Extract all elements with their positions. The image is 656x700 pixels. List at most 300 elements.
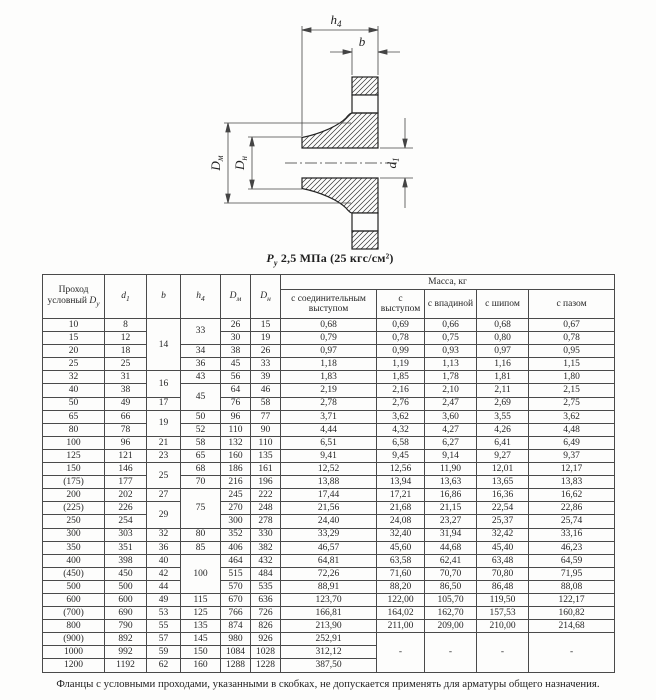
table-cell: 3,71 bbox=[281, 410, 377, 423]
table-cell: (450) bbox=[43, 567, 105, 580]
table-cell: 64,59 bbox=[529, 554, 615, 567]
table-cell: 146 bbox=[105, 463, 147, 476]
table-cell: 76 bbox=[221, 397, 251, 410]
table-row bbox=[43, 607, 615, 620]
table-cell: 400 bbox=[43, 554, 105, 567]
table-cell: 2,11 bbox=[477, 384, 529, 397]
table-cell: 278 bbox=[251, 515, 281, 528]
table-cell: 214,68 bbox=[529, 620, 615, 633]
table-cell: 36 bbox=[147, 541, 181, 554]
table-cell: 160,82 bbox=[529, 607, 615, 620]
table-cell: 33 bbox=[251, 358, 281, 371]
table-cell: 31,94 bbox=[425, 528, 477, 541]
table-cell: 12,56 bbox=[377, 463, 425, 476]
table-cell: 312,12 bbox=[281, 646, 377, 659]
table-cell: 9,45 bbox=[377, 449, 425, 462]
table-cell: 6,58 bbox=[377, 436, 425, 449]
table-cell: 17,44 bbox=[281, 489, 377, 502]
table-cell: 125 bbox=[43, 449, 105, 462]
table-cell: 90 bbox=[251, 423, 281, 436]
table-cell: 80 bbox=[181, 528, 221, 541]
table-cell: 110 bbox=[221, 423, 251, 436]
table-cell: 2,10 bbox=[425, 384, 477, 397]
table-cell: 25,37 bbox=[477, 515, 529, 528]
table-row bbox=[43, 489, 615, 502]
table-cell: 0,75 bbox=[425, 332, 477, 345]
table-cell: 18 bbox=[105, 345, 147, 358]
table-cell: 570 bbox=[221, 580, 251, 593]
table-cell: 398 bbox=[105, 554, 147, 567]
table-cell: 121 bbox=[105, 449, 147, 462]
table-cell: 26 bbox=[221, 319, 251, 332]
table-cell: 222 bbox=[251, 489, 281, 502]
table-cell: 19 bbox=[147, 410, 181, 436]
table-cell: 4,44 bbox=[281, 423, 377, 436]
table-cell: 46,23 bbox=[529, 541, 615, 554]
table-cell: 123,70 bbox=[281, 593, 377, 606]
table-cell: 22,86 bbox=[529, 502, 615, 515]
table-cell: 200 bbox=[43, 489, 105, 502]
flange-table-body bbox=[43, 319, 615, 673]
footnote: Фланцы с условными проходами, указанными в скобках, не допускается применять для арматуры общего назначения. bbox=[56, 678, 600, 690]
table-cell: (900) bbox=[43, 633, 105, 646]
table-cell: 2,69 bbox=[477, 397, 529, 410]
table-cell: 4,48 bbox=[529, 423, 615, 436]
table-cell: 63,48 bbox=[477, 554, 529, 567]
table-cell: 135 bbox=[251, 449, 281, 462]
table-cell: 71,60 bbox=[377, 567, 425, 580]
table-cell: 32,42 bbox=[477, 528, 529, 541]
table-row bbox=[43, 319, 615, 332]
table-cell: 1228 bbox=[251, 659, 281, 672]
table-cell: 1192 bbox=[105, 659, 147, 672]
table-row bbox=[43, 423, 615, 436]
table-cell: 32 bbox=[43, 371, 105, 384]
table-cell: 9,41 bbox=[281, 449, 377, 462]
table-cell: 6,49 bbox=[529, 436, 615, 449]
table-row bbox=[43, 580, 615, 593]
table-cell: 300 bbox=[43, 528, 105, 541]
table-cell: 6,27 bbox=[425, 436, 477, 449]
table-cell: 9,14 bbox=[425, 449, 477, 462]
table-cell: 926 bbox=[251, 633, 281, 646]
table-cell: 1,19 bbox=[377, 358, 425, 371]
table-cell: 1000 bbox=[43, 646, 105, 659]
table-cell: 45 bbox=[181, 384, 221, 410]
table-cell: 0,78 bbox=[377, 332, 425, 345]
table-row bbox=[43, 567, 615, 580]
table-cell: 1084 bbox=[221, 646, 251, 659]
table-cell: 55 bbox=[147, 620, 181, 633]
table-cell: 65 bbox=[43, 410, 105, 423]
table-cell: 303 bbox=[105, 528, 147, 541]
table-cell: 0,78 bbox=[529, 332, 615, 345]
table-cell: 4,26 bbox=[477, 423, 529, 436]
table-cell: 1,18 bbox=[281, 358, 377, 371]
table-cell: 27 bbox=[147, 489, 181, 502]
table-cell: 19 bbox=[251, 332, 281, 345]
table-row bbox=[43, 476, 615, 489]
table-cell: 57 bbox=[147, 633, 181, 646]
table-cell: 0,67 bbox=[529, 319, 615, 332]
table-cell: 58 bbox=[181, 436, 221, 449]
table-cell: 100 bbox=[43, 436, 105, 449]
table-cell: 21,68 bbox=[377, 502, 425, 515]
table-cell: 161 bbox=[251, 463, 281, 476]
dim-label-dn: $D_н$ bbox=[232, 156, 249, 170]
table-cell: 21,56 bbox=[281, 502, 377, 515]
table-cell: 16,86 bbox=[425, 489, 477, 502]
table-cell: 77 bbox=[251, 410, 281, 423]
table-cell: 3,62 bbox=[377, 410, 425, 423]
dim-label-b: b bbox=[358, 34, 366, 49]
table-cell: 387,50 bbox=[281, 659, 377, 672]
table-cell: 122,17 bbox=[529, 593, 615, 606]
table-cell: 209,00 bbox=[425, 620, 477, 633]
table-cell: 70,80 bbox=[477, 567, 529, 580]
table-cell: 196 bbox=[251, 476, 281, 489]
table-cell: - bbox=[477, 633, 529, 672]
table-cell: 40 bbox=[43, 384, 105, 397]
table-cell: 3,62 bbox=[529, 410, 615, 423]
table-cell: - bbox=[377, 633, 425, 672]
table-cell: 145 bbox=[181, 633, 221, 646]
table-cell: 980 bbox=[221, 633, 251, 646]
table-cell: 500 bbox=[105, 580, 147, 593]
table-cell: 202 bbox=[105, 489, 147, 502]
table-cell: 790 bbox=[105, 620, 147, 633]
table-cell: 690 bbox=[105, 607, 147, 620]
table-cell: 44 bbox=[147, 580, 181, 593]
table-cell: 213,90 bbox=[281, 620, 377, 633]
table-cell: 70,70 bbox=[425, 567, 477, 580]
col-header-h4: $h_4$ bbox=[181, 275, 221, 319]
table-cell: 17 bbox=[147, 397, 181, 410]
col-header-mass-group: Масса, кг bbox=[281, 275, 615, 290]
table-cell: 122,00 bbox=[377, 593, 425, 606]
table-cell: 80 bbox=[43, 423, 105, 436]
table-cell: 25,74 bbox=[529, 515, 615, 528]
table-cell: 892 bbox=[105, 633, 147, 646]
table-row bbox=[43, 463, 615, 476]
table-cell: 1,13 bbox=[425, 358, 477, 371]
table-cell: 119,50 bbox=[477, 593, 529, 606]
table-cell: 12 bbox=[105, 332, 147, 345]
table-cell: 992 bbox=[105, 646, 147, 659]
table-cell: 31 bbox=[105, 371, 147, 384]
table-cell: 78 bbox=[105, 423, 147, 436]
flange-drawing-svg bbox=[0, 0, 656, 250]
col-header-mass-recess: с впадиной bbox=[425, 290, 477, 319]
table-cell: 210,00 bbox=[477, 620, 529, 633]
table-row bbox=[43, 541, 615, 554]
table-cell: 4,32 bbox=[377, 423, 425, 436]
table-cell: 406 bbox=[221, 541, 251, 554]
table-cell: 500 bbox=[43, 580, 105, 593]
table-cell: 1,80 bbox=[529, 371, 615, 384]
table-cell: 382 bbox=[251, 541, 281, 554]
col-header-dn: $D_н$ bbox=[251, 275, 281, 319]
table-cell: 826 bbox=[251, 620, 281, 633]
table-row bbox=[43, 620, 615, 633]
table-cell: 71,95 bbox=[529, 567, 615, 580]
table-cell: 63,58 bbox=[377, 554, 425, 567]
table-cell: 9,37 bbox=[529, 449, 615, 462]
table-cell: 874 bbox=[221, 620, 251, 633]
table-cell: 88,20 bbox=[377, 580, 425, 593]
table-cell: 216 bbox=[221, 476, 251, 489]
table-cell: 245 bbox=[221, 489, 251, 502]
table-cell: 177 bbox=[105, 476, 147, 489]
table-row bbox=[43, 384, 615, 397]
table-cell: 132 bbox=[221, 436, 251, 449]
table-cell: 46 bbox=[251, 384, 281, 397]
table-cell: 53 bbox=[147, 607, 181, 620]
table-cell: 45,60 bbox=[377, 541, 425, 554]
table-cell: 600 bbox=[105, 593, 147, 606]
table-cell: 2,75 bbox=[529, 397, 615, 410]
table-cell: 12,01 bbox=[477, 463, 529, 476]
table-cell: 12,17 bbox=[529, 463, 615, 476]
table-cell: 1,78 bbox=[425, 371, 477, 384]
table-cell: 8 bbox=[105, 319, 147, 332]
table-cell: 66 bbox=[105, 410, 147, 423]
table-cell: 211,00 bbox=[377, 620, 425, 633]
table-cell: 164,02 bbox=[377, 607, 425, 620]
table-cell: 1,16 bbox=[477, 358, 529, 371]
table-cell: 150 bbox=[181, 646, 221, 659]
table-cell: 15 bbox=[251, 319, 281, 332]
table-cell: 0,93 bbox=[425, 345, 477, 358]
table-cell: 450 bbox=[105, 567, 147, 580]
table-cell: 9,27 bbox=[477, 449, 529, 462]
table-cell: 88,91 bbox=[281, 580, 377, 593]
table-row bbox=[43, 633, 615, 646]
table-cell: 1028 bbox=[251, 646, 281, 659]
table-cell: 72,26 bbox=[281, 567, 377, 580]
table-cell: 59 bbox=[147, 646, 181, 659]
table-cell: 62 bbox=[147, 659, 181, 672]
table-cell: 23,27 bbox=[425, 515, 477, 528]
col-header-mass-tenon: с шипом bbox=[477, 290, 529, 319]
table-row bbox=[43, 345, 615, 358]
table-cell: 12,52 bbox=[281, 463, 377, 476]
table-cell: 25 bbox=[147, 463, 181, 489]
table-row bbox=[43, 593, 615, 606]
table-row bbox=[43, 410, 615, 423]
table-cell: 32 bbox=[147, 528, 181, 541]
table-cell: 300 bbox=[221, 515, 251, 528]
table-cell: 600 bbox=[43, 593, 105, 606]
table-cell: 64,81 bbox=[281, 554, 377, 567]
col-header-d1: $d_1$ bbox=[105, 275, 147, 319]
table-cell: 15 bbox=[43, 332, 105, 345]
col-header-mass-groove: с пазом bbox=[529, 290, 615, 319]
table-cell: 13,88 bbox=[281, 476, 377, 489]
table-cell: 11,90 bbox=[425, 463, 477, 476]
flange-dimensions-table bbox=[42, 274, 615, 673]
table-cell: 2,19 bbox=[281, 384, 377, 397]
table-cell: 270 bbox=[221, 502, 251, 515]
table-cell: 39 bbox=[251, 371, 281, 384]
table-row bbox=[43, 515, 615, 528]
table-cell: 25 bbox=[43, 358, 105, 371]
table-cell: 10 bbox=[43, 319, 105, 332]
table-cell: 135 bbox=[181, 620, 221, 633]
table-cell: 0,97 bbox=[281, 345, 377, 358]
table-cell: 96 bbox=[105, 436, 147, 449]
table-cell: 6,51 bbox=[281, 436, 377, 449]
table-cell: 432 bbox=[251, 554, 281, 567]
table-row bbox=[43, 358, 615, 371]
table-cell: 166,81 bbox=[281, 607, 377, 620]
table-cell: 62,41 bbox=[425, 554, 477, 567]
table-cell: 32,40 bbox=[377, 528, 425, 541]
table-cell: 33,16 bbox=[529, 528, 615, 541]
flange-section-drawing bbox=[0, 0, 656, 250]
table-cell: 43 bbox=[181, 371, 221, 384]
table-cell: 636 bbox=[251, 593, 281, 606]
table-cell: 24,08 bbox=[377, 515, 425, 528]
table-cell: 70 bbox=[181, 476, 221, 489]
table-cell: 45,40 bbox=[477, 541, 529, 554]
table-cell: 160 bbox=[181, 659, 221, 672]
table-cell: 1,81 bbox=[477, 371, 529, 384]
table-cell: 38 bbox=[105, 384, 147, 397]
table-cell: 13,63 bbox=[425, 476, 477, 489]
table-cell: 0,68 bbox=[477, 319, 529, 332]
table-cell: 49 bbox=[147, 593, 181, 606]
table-cell: 100 bbox=[181, 554, 221, 593]
table-cell: 330 bbox=[251, 528, 281, 541]
table-cell: 157,53 bbox=[477, 607, 529, 620]
table-cell: 38 bbox=[221, 345, 251, 358]
table-cell: 352 bbox=[221, 528, 251, 541]
table-cell: 484 bbox=[251, 567, 281, 580]
table-cell: 0,66 bbox=[425, 319, 477, 332]
table-cell: 13,65 bbox=[477, 476, 529, 489]
table-cell: 34 bbox=[181, 345, 221, 358]
table-cell: 33 bbox=[181, 319, 221, 345]
table-row bbox=[43, 554, 615, 567]
table-cell: 21 bbox=[147, 436, 181, 449]
table-cell: 2,16 bbox=[377, 384, 425, 397]
table-cell: 226 bbox=[105, 502, 147, 515]
table-cell: 0,68 bbox=[281, 319, 377, 332]
table-cell: 36 bbox=[181, 358, 221, 371]
table-cell: 2,78 bbox=[281, 397, 377, 410]
table-cell: 23 bbox=[147, 449, 181, 462]
table-cell: 670 bbox=[221, 593, 251, 606]
dim-label-d1: $d_1$ bbox=[384, 157, 401, 169]
col-header-conditional-pass: Проход условный $D_у$ bbox=[43, 275, 105, 319]
table-cell: 16,36 bbox=[477, 489, 529, 502]
table-cell: 2,76 bbox=[377, 397, 425, 410]
pressure-caption: $P_у$ 2,5 МПа (25 кгс/см²) bbox=[266, 251, 394, 268]
table-cell: 44,68 bbox=[425, 541, 477, 554]
table-cell: 14 bbox=[147, 319, 181, 371]
table-cell: 29 bbox=[147, 502, 181, 528]
table-cell: 50 bbox=[181, 410, 221, 423]
table-cell: 13,94 bbox=[377, 476, 425, 489]
col-header-b: b bbox=[147, 275, 181, 319]
col-header-mass-protrusion: с выступом bbox=[377, 290, 425, 319]
table-cell: 22,54 bbox=[477, 502, 529, 515]
table-cell: 16,62 bbox=[529, 489, 615, 502]
table-cell: 125 bbox=[181, 607, 221, 620]
table-cell: 3,55 bbox=[477, 410, 529, 423]
table-cell: 26 bbox=[251, 345, 281, 358]
table-cell: 42 bbox=[147, 567, 181, 580]
table-cell: 800 bbox=[43, 620, 105, 633]
table-cell: 40 bbox=[147, 554, 181, 567]
table-cell: 4,27 bbox=[425, 423, 477, 436]
table-cell: 726 bbox=[251, 607, 281, 620]
table-cell: 85 bbox=[181, 541, 221, 554]
table-cell: 105,70 bbox=[425, 593, 477, 606]
table-cell: 115 bbox=[181, 593, 221, 606]
table-cell: 150 bbox=[43, 463, 105, 476]
table-cell: 1288 bbox=[221, 659, 251, 672]
table-cell: 162,70 bbox=[425, 607, 477, 620]
table-cell: 186 bbox=[221, 463, 251, 476]
table-cell: 64 bbox=[221, 384, 251, 397]
table-cell: 17,21 bbox=[377, 489, 425, 502]
table-cell: 254 bbox=[105, 515, 147, 528]
col-header-dm: $D_м$ bbox=[221, 275, 251, 319]
table-cell: 30 bbox=[221, 332, 251, 345]
table-row bbox=[43, 397, 615, 410]
table-cell: 68 bbox=[181, 463, 221, 476]
table-cell: 58 bbox=[251, 397, 281, 410]
table-cell: 464 bbox=[221, 554, 251, 567]
table-cell: 1200 bbox=[43, 659, 105, 672]
table-cell: 3,60 bbox=[425, 410, 477, 423]
table-cell: 250 bbox=[43, 515, 105, 528]
table-cell: 33,29 bbox=[281, 528, 377, 541]
table-cell: 351 bbox=[105, 541, 147, 554]
table-cell: 86,48 bbox=[477, 580, 529, 593]
table-cell: 88,08 bbox=[529, 580, 615, 593]
table-cell: 1,85 bbox=[377, 371, 425, 384]
table-cell: 25 bbox=[105, 358, 147, 371]
table-cell: 0,97 bbox=[477, 345, 529, 358]
table-row bbox=[43, 332, 615, 345]
table-row bbox=[43, 436, 615, 449]
dim-label-dm: $D_м$ bbox=[208, 155, 225, 171]
table-cell: 2,15 bbox=[529, 384, 615, 397]
table-cell: 350 bbox=[43, 541, 105, 554]
col-header-mass-connecting-protrusion: с соединительным выступом bbox=[281, 290, 377, 319]
table-cell: 16 bbox=[147, 371, 181, 397]
table-cell: 20 bbox=[43, 345, 105, 358]
table-cell: 65 bbox=[181, 449, 221, 462]
table-cell: 0,95 bbox=[529, 345, 615, 358]
table-cell: (700) bbox=[43, 607, 105, 620]
dim-label-h4: $h_4$ bbox=[330, 12, 342, 29]
table-cell: 515 bbox=[221, 567, 251, 580]
table-cell: (225) bbox=[43, 502, 105, 515]
table-cell: 49 bbox=[105, 397, 147, 410]
table-cell: 86,50 bbox=[425, 580, 477, 593]
table-row bbox=[43, 502, 615, 515]
table-cell: 13,83 bbox=[529, 476, 615, 489]
table-cell: 24,40 bbox=[281, 515, 377, 528]
table-cell: 46,57 bbox=[281, 541, 377, 554]
table-cell: 160 bbox=[221, 449, 251, 462]
table-cell: 56 bbox=[221, 371, 251, 384]
table-cell: - bbox=[529, 633, 615, 672]
